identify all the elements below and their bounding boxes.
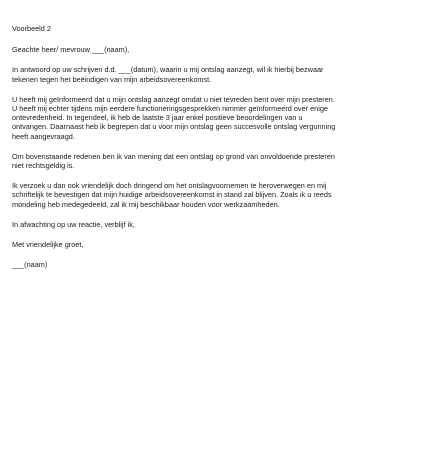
paragraph-conclusion: Om bovenstaande redenen ben ik van mening dat een ontslag op grond van onvoldoende presteren niet rechtsgeldig is. xyxy=(12,151,335,171)
paragraph-reasoning: U heeft mij geïnformeerd dat u mijn ontslag aanzegt omdat u niet tevreden bent over mijn presteren. U heeft mij echter tijdens mijn eerdere functioneringsgesprekken nimmer geïnformeerd over enige ontevredenheid. In tegendeel, ik heb de laatste 3 jaar enkel positieve beoordelingen van u ontvangen. Daarnaast heb ik begrepen dat u voor mijn ontslag geen succesvolle ontslag vergunning heeft aangevraagd. xyxy=(12,94,336,141)
paragraph-awaiting: In afwachting op uw reactie, verblijf ik, xyxy=(12,219,135,229)
paragraph-objection: In antwoord op uw schrijven d.d. ___(datum), waarin u mij ontslag aanzegt, wil ik hierbij bezwaar tekenen tegen het beëindigen van mijn arbeidsovereenkomst. xyxy=(12,65,324,84)
salutation: Geachte heer/ mevrouw ___(naam), xyxy=(12,45,130,55)
letter-body xyxy=(12,24,416,269)
closing: Met vriendelijke groet, xyxy=(12,240,84,250)
letter-heading: Voorbeeld 2 xyxy=(12,24,51,33)
paragraph-request: Ik verzoek u dan ook vriendelijk doch dringend om het ontslagvoornemen te heroverwegen en mij schriftelijk te bevestigen dat mijn huidige arbeidsovereenkomst in stand zal blijven. Zoals ik u reeds mondeling heb medegedeeld, zal ik mij beschikbaar houden voor werkzaamheden. xyxy=(12,181,332,209)
signature-name: ___(naam) xyxy=(12,260,48,270)
